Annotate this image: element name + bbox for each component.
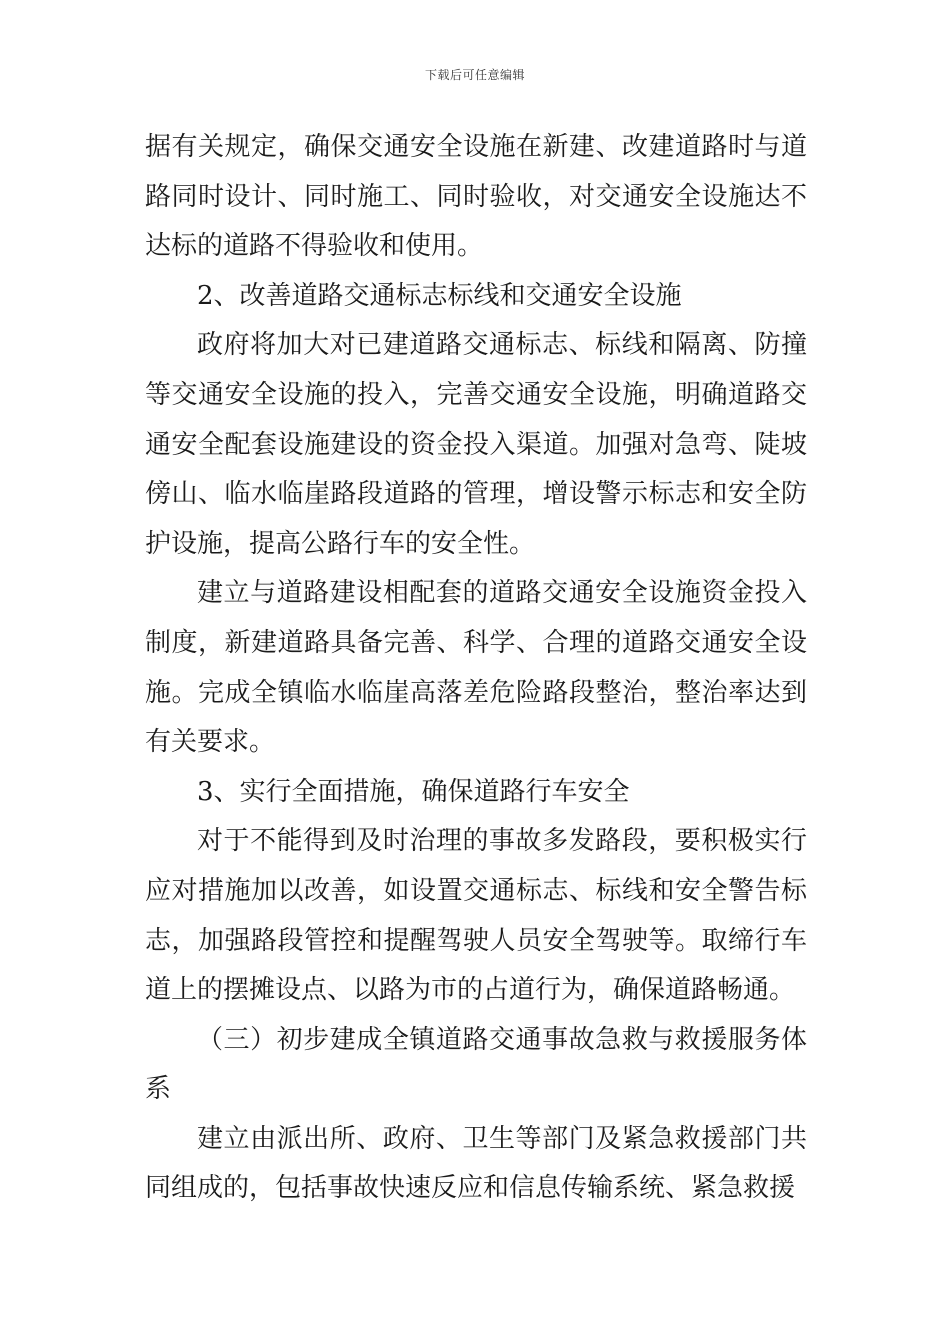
paragraph: 对于不能得到及时治理的事故多发路段，要积极实行应对措施加以改善，如设置交通标志、标线和安全警告标志，加强路段管控和提醒驾驶人员安全驾驶等。取缔行车道上的摆摊设点、以路为市的占道行为，确保道路畅通。 <box>145 826 807 1006</box>
paragraph: 政府将加大对已建道路交通标志、标线和隔离、防撞等交通安全设施的投入，完善交通安全设施，明确道路交通安全配套设施建设的资金投入渠道。加强对急弯、陡坡傍山、临水临崖路段道路的管理，增设警示标志和安全防护设施，提高公路行车的安全性。 <box>145 330 807 559</box>
section-heading-2: 2、改善道路交通标志标线和交通安全设施 <box>197 280 682 311</box>
paragraph: 建立由派出所、政府、卫生等部门及紧急救援部门共同组成的，包括事故快速反应和信息传输系统、紧急救援 <box>145 1123 807 1204</box>
paragraph: 建立与道路建设相配套的道路交通安全设施资金投入制度，新建道路具备完善、科学、合理的道路交通安全设施。完成全镇临水临崖高落差危险路段整治，整治率达到有关要求。 <box>145 578 807 758</box>
paragraph-continuation: 据有关规定，确保交通安全设施在新建、改建道路时与道路同时设计、同时施工、同时验收，对交通安全设施达不达标的道路不得验收和使用。 <box>145 132 807 262</box>
section-heading-3: 3、实行全面措施，确保道路行车安全 <box>197 776 630 807</box>
page-header: 下载后可任意编辑 <box>424 68 525 82</box>
section-heading-part-3: （三）初步建成全镇道路交通事故急救与救援服务体系 <box>145 1024 807 1105</box>
document-body <box>145 123 807 1214</box>
